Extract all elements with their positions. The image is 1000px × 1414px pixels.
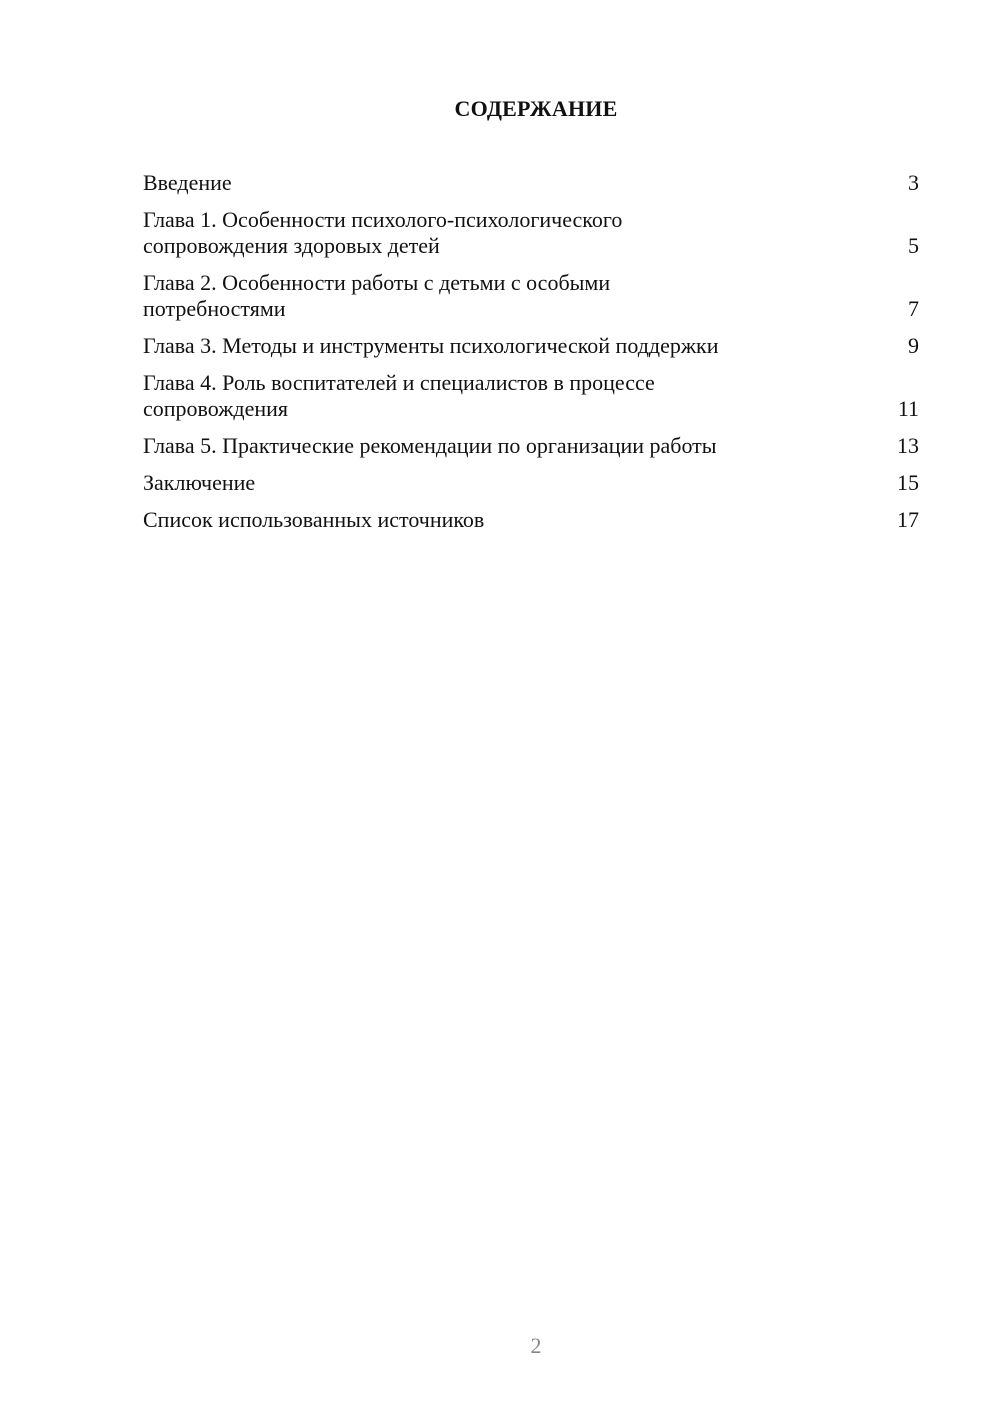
toc-entry-conclusion (143, 470, 919, 496)
toc-entry-title: Список использованных источников (143, 507, 485, 532)
toc-entry-page-number: 9 (908, 333, 919, 358)
toc-entry-chapter-1 (143, 207, 919, 259)
toc-heading: СОДЕРЖАНИЕ (454, 96, 618, 121)
toc-entry-page-number: 7 (908, 296, 919, 321)
toc-entry-page-number: 5 (908, 233, 919, 258)
toc-entry-title: Введение (143, 170, 232, 195)
toc-entry-title: Глава 5. Практические рекомендации по организации работы (143, 433, 717, 458)
toc-entry-page-number: 15 (897, 470, 919, 495)
toc-entry-chapter-4 (143, 370, 919, 422)
toc-entry-references (143, 507, 919, 533)
toc-entry-chapter-3 (143, 333, 919, 359)
toc-entry-title: Глава 3. Методы и инструменты психологической поддержки (143, 333, 719, 358)
toc-entry-page-number: 11 (897, 396, 919, 421)
toc-entry-page-number: 13 (897, 433, 919, 458)
toc-entry-chapter-2 (143, 270, 919, 322)
table-of-contents (143, 170, 919, 544)
toc-entry-title: Глава 4. Роль воспитателей и специалистов в процессе сопровождения (143, 370, 655, 421)
page-number: 2 (530, 1333, 542, 1358)
toc-entry-title: Глава 1. Особенности психолого-психологического сопровождения здоровых детей (143, 207, 623, 258)
toc-entry-title: Глава 2. Особенности работы с детьми с особыми потребностями (143, 270, 611, 321)
toc-entry-title: Заключение (143, 470, 256, 495)
toc-entry-chapter-5 (143, 433, 919, 459)
toc-entry-page-number: 17 (897, 507, 919, 532)
toc-entry-introduction (143, 170, 919, 196)
toc-entry-page-number: 3 (908, 170, 919, 195)
